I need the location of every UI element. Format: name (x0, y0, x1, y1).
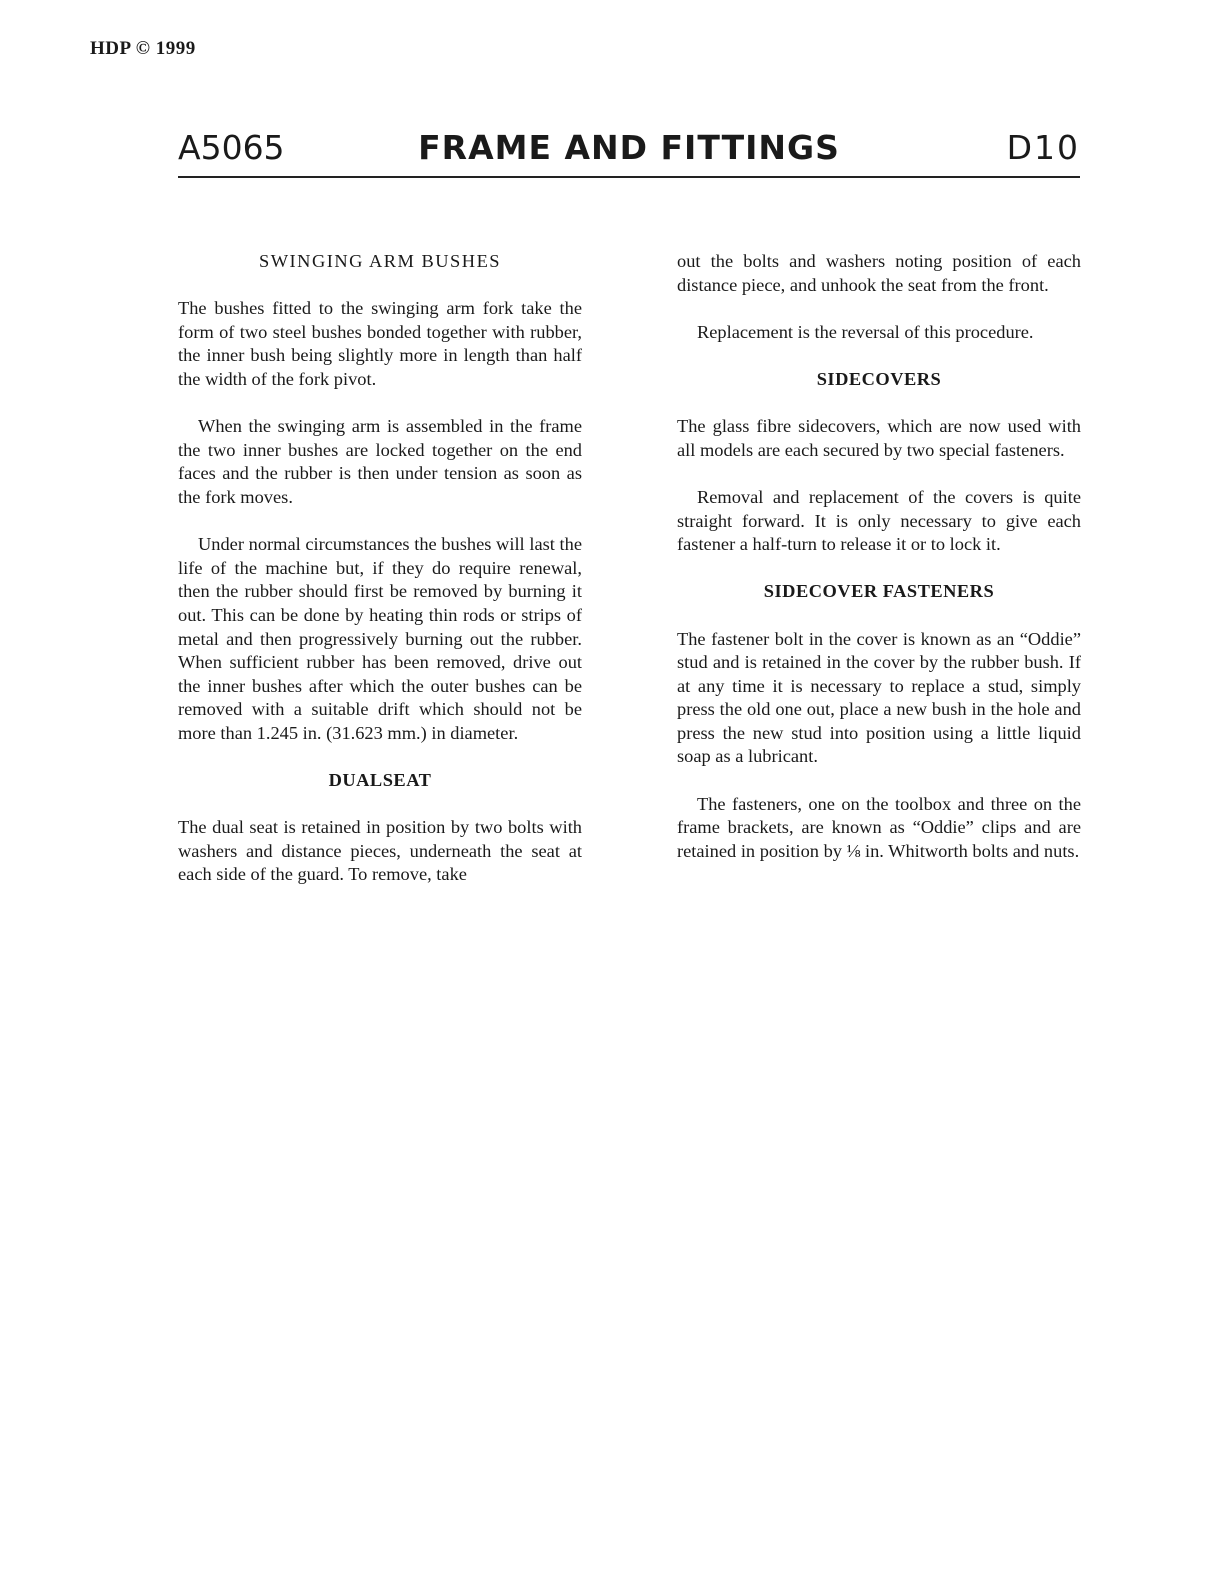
swinging-arm-heading: SWINGING ARM BUSHES (258, 251, 502, 271)
header-rule (178, 176, 1080, 178)
copyright-stamp: HDP © 1999 (90, 38, 196, 59)
dualseat-heading: DUALSEAT (328, 770, 432, 791)
swinging-arm-paragraph-2: When the swinging arm is assembled in the frame the two inner bushes are locked together on the end faces and the rubber is then under tension as soon as the fork moves. (178, 416, 582, 507)
right-column (677, 250, 1081, 887)
dualseat-paragraph-1: The dual seat is retained in position by two bolts with washers and distance pieces, underneath the seat at each side of the guard. To remove, take (178, 817, 582, 885)
swinging-arm-paragraph-3: Under normal circumstances the bushes will last the life of the machine but, if they do require renewal, then the rubber should first be removed by burning it out. This can be done by heating thin rods or strips of metal and then progressively burning out the rubber. When sufficient rubber has been removed, drive out the inner bushes after which the outer bushes can be removed with a suitable drift which should not be more than 1.245 in. (31.623 mm.) in diameter. (178, 534, 582, 743)
fasteners-paragraph-2: The fasteners, one on the toolbox and three on the frame brackets, are known as “Oddie” clips and are retained in position by ⅛ in. Whitworth bolts and nuts. (677, 793, 1081, 861)
sidecover-fasteners-heading: SIDECOVER FASTENERS (763, 581, 995, 602)
swinging-arm-paragraph-1: The bushes fitted to the swinging arm fork take the form of two steel bushes bonded together with rubber, the inner bush being slightly more in length than half the width of the fork pivot. (178, 298, 582, 389)
sidecovers-paragraph-2: Removal and replacement of the covers is quite straight forward. It is only necessary to give each fastener a half-turn to release it or to lock it. (677, 486, 1081, 555)
sidecovers-paragraph-1: The glass fibre sidecovers, which are now used with all models are each secured by two special fasteners. (677, 416, 1081, 460)
left-column (178, 250, 582, 911)
dualseat-paragraph-continued: out the bolts and washers noting position of each distance piece, and unhook the seat from the front. (677, 251, 1081, 295)
section-code: D10 (1006, 128, 1080, 167)
dualseat-paragraph-2: Replacement is the reversal of this procedure. (697, 321, 1034, 342)
page-header (178, 126, 1080, 170)
sidecovers-heading: SIDECOVERS (816, 368, 942, 389)
part-number: A5065 (178, 128, 285, 167)
fasteners-paragraph-1: The fastener bolt in the cover is known as an “Oddie” stud and is retained in the cover by the rubber bush. If at any time it is necessary to replace a stud, simply press the old one out, place a new bush in the hole and press the new stud into position using a little liquid soap as a lubricant. (677, 628, 1081, 767)
page-title: FRAME AND FITTINGS (418, 128, 840, 167)
